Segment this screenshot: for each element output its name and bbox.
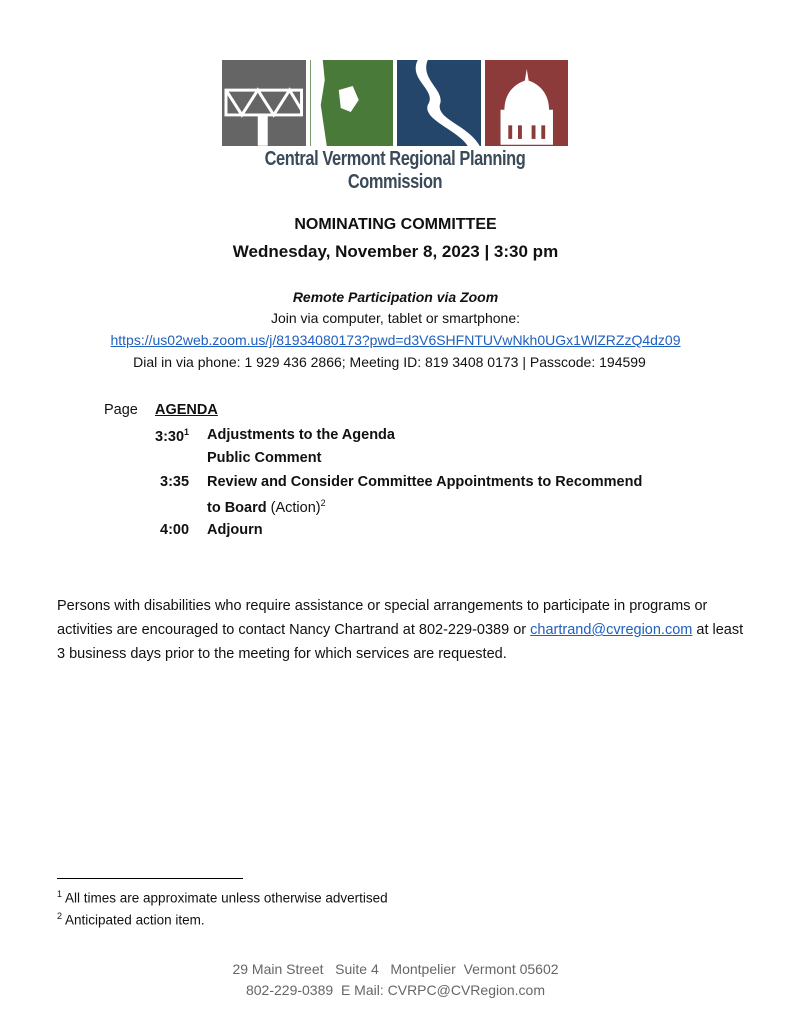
page-label: Page xyxy=(104,402,138,418)
cvrpc-logo xyxy=(222,60,568,146)
agenda-item: to Board (Action)$^2$ xyxy=(207,498,326,516)
meeting-title: NOMINATING COMMITTEE xyxy=(294,216,497,233)
agenda-item: Adjustments to the Agenda xyxy=(207,427,395,443)
footnote: $^2$ Anticipated action item. xyxy=(57,911,205,928)
bridge-panel-icon xyxy=(222,60,306,146)
capitol-dome-panel-icon xyxy=(485,60,569,146)
agenda-item: Adjourn xyxy=(207,522,263,538)
footnote-divider xyxy=(57,878,243,879)
agenda-item: Public Comment xyxy=(207,450,322,466)
river-panel-icon xyxy=(397,60,481,146)
footer-address: 29 Main Street Suite 4 Montpelier Vermont 05602 xyxy=(232,961,559,977)
accessibility-notice: Persons with disabilities who require assistance or special arrangements to participate in programs or activities are encouraged to contact Nancy Chartrand at 802-229-0389 or chartrand@cvregion.com at least 3 business days prior to the meeting for which services are requested. xyxy=(57,598,744,662)
agenda-item: Review and Consider Committee Appointments to Recommend xyxy=(207,474,643,490)
dial-in-text: Dial in via phone: 1 929 436 2866; Meeting ID: 819 3408 0173 | Passcode: 194599 xyxy=(133,354,646,370)
footnote: $^1$ All times are approximate unless otherwise advertised xyxy=(57,889,388,906)
agenda-heading: AGENDA xyxy=(155,402,218,418)
agenda-time: 4:00 xyxy=(160,522,190,538)
vermont-map-panel-icon xyxy=(310,60,394,146)
footer-contact: 802-229-0389 E Mail: CVRPC@CVRegion.com xyxy=(245,982,545,998)
agenda-time: $3:30^1$ xyxy=(155,427,190,445)
org-name: Central Vermont Regional Planning Commission xyxy=(264,148,526,193)
zoom-link[interactable]: https://us02web.zoom.us/j/81934080173?pwd=d3V6SHFNTUVwNkh0UGx1WlZRZzQ4dz09 xyxy=(110,332,681,348)
remote-heading: Remote Participation via Zoom xyxy=(292,289,499,305)
email-link[interactable]: chartrand@cvregion.com xyxy=(530,622,693,638)
agenda-time: 3:35 xyxy=(160,474,190,490)
meeting-date: Wednesday, November 8, 2023 | 3:30 pm xyxy=(232,242,559,261)
join-text: Join via computer, tablet or smartphone: xyxy=(270,310,521,326)
